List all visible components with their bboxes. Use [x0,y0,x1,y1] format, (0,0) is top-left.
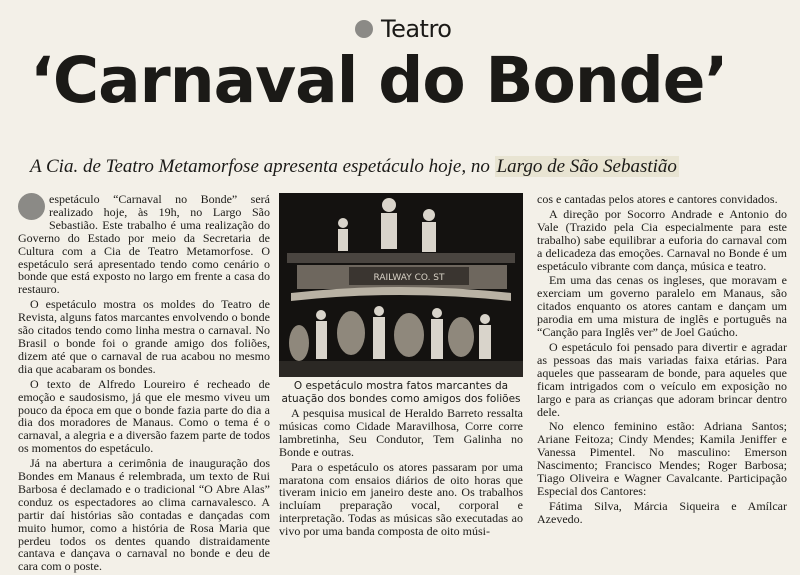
subheadline-highlight: Largo de São Sebastião [496,156,677,177]
headline: ‘Carnaval do Bonde’ [30,44,728,117]
photo-illustration [279,193,523,377]
paragraph: Para o espetáculo os atores passaram por uma maratona com ensaios diários de oito horas que tiveram inicio em janeiro deste ano. Os trabalhos incluíam preparação vocal, corporal e interpretação. Todas as músicas são executadas ao vivo por uma banda composta de oito músi- [279,459,523,539]
article-column-3 [537,193,787,528]
paragraph: Fátima Silva, Márcia Siqueira e Amílcar Azevedo. [537,498,787,526]
paragraph: A direção por Socorro Andrade e Antonio do Vale (Trazido pela Cia especialmente para este trabalho) sabe equilibrar a euforia do carnaval com a delicadeza das emoções. Carnaval no Bonde é um espetáculo vibrante com dança, música e teatro. [537,206,787,273]
subheadline [30,156,775,178]
article-column-2 [279,407,523,540]
section-label [355,15,452,43]
section-name: Teatro [381,15,452,43]
paragraph: Em uma das cenas os ingleses, que moravam e exerciam um governo paralelo em Manaus, são citados enquanto os atores cantam e dançam um parodia em uma mistura de inglês e português na “Canção para Inglês ver” de Joel Gaúcho. [537,273,787,340]
article-column-1 [18,193,270,575]
subheadline-text: A Cia. de Teatro Metamorfose apresenta espetáculo hoje, no [30,156,495,177]
paragraph: Já na abertura a cerimônia de inauguração dos Bondes em Manaus é relembrada, um texto de Rui Barbosa é declamado e o tradicional “O Abre Alas” conduz os espectadores ao clima carnavalesco. A partir daí histórias são contadas e dançadas com muito humor, como a história de Rosa Maria que perdeu todos os dentes quando distraidamente cantava e dançava o carnaval no bonde e deu de cara com o poste. [18,456,270,574]
photo-caption: O espetáculo mostra fatos marcantes da atuação dos bondes como amigos dos foliões [281,380,521,405]
drop-cap-dot-icon [18,193,45,220]
paragraph: A pesquisa musical de Heraldo Barreto ressalta músicas como Cidade Maravilhosa, Corre corre lambretinha, Seu Condutor, Tem Galinha no Bonde e outras. [279,406,523,459]
tram-sign: RAILWAY CO. ST [373,273,445,283]
paragraph: O espetáculo mostra os moldes do Teatro de Revista, alguns fatos marcantes envolvendo o bonde são citados tendo como linha mestra o carnaval. No Brasil o bonde foi o grande amigo dos foliões, dizem até que o carnaval de rua acabou no mesmo dia que acabaram os bondes. [18,297,270,376]
paragraph: No elenco feminino estão: Adriana Santos; Ariane Feitoza; Cindy Mendes; Kamila Jeniffer e Vanessa Pimentel. No masculino: Emerson Nascimento; Francisco Mendes; Roger Barbosa; Tiago Oliveira e Wagner Cavalcante. Participação Especial dos Cantores: [537,419,787,498]
paragraph: O texto de Alfredo Loureiro é recheado de emoção e saudosismo, já que ele mesmo viveu um pouco da época em que o bonde fazia parte do dia a dia dos moradores de Manaus. Como o tema é o carnaval, a alegria e a diversão fazem parte de todos os momentos do espetáculo. [18,376,270,456]
paragraph: O espetáculo foi pensado para divertir e agradar as pessoas das mais variadas faixa etárias. Para aqueles que passearam de bonde, para aqueles que ficam intrigados com o veículo em exposição no largo e para as crianças que adoram brincar dentro dele. [537,339,787,419]
paragraph: espetáculo “Carnaval no Bonde” será realizado hoje, às 19h, no Largo São Sebastião. Este trabalho é uma realização do Governo do Estado por meio da Secretaria de Cultura com a Cia de Teatro Metamorfose. O espetáculo será apresentado tendo como cenário o bonde que está exposto no largo em frente a casa do restauro. [18,192,270,297]
article-photo [279,193,523,377]
paragraph: cos e cantadas pelos atores e cantores convidados. [537,192,778,206]
section-bullet-icon [355,20,373,38]
